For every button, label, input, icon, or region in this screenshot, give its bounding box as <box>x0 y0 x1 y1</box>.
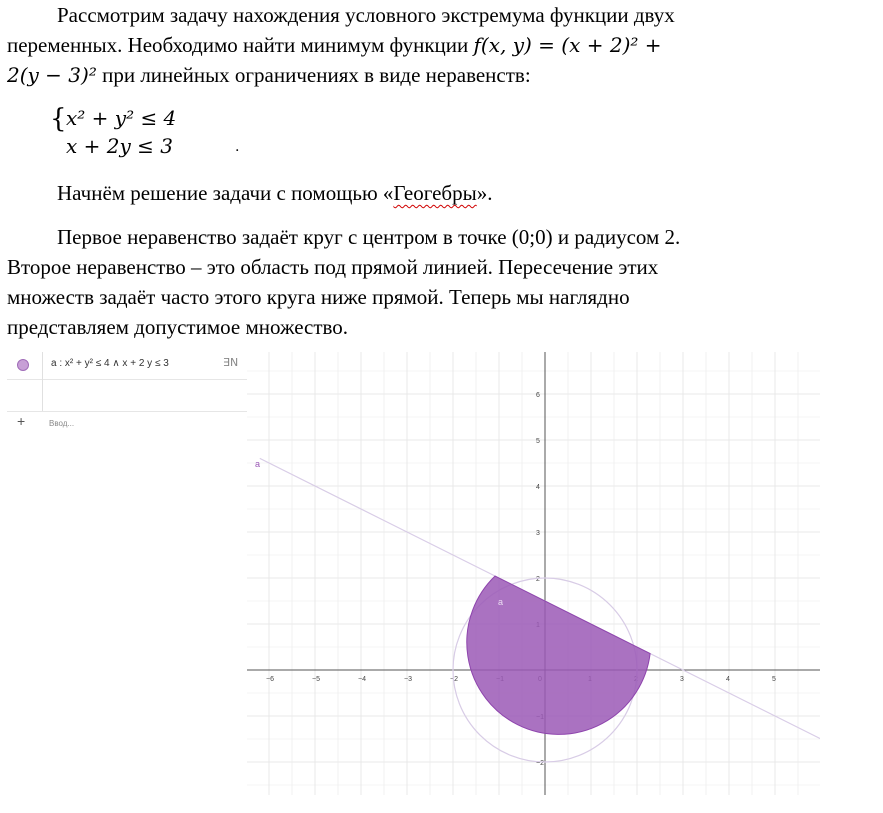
paragraph-1-tail: при линейных ограничениях в виде неравенств: <box>96 63 531 87</box>
paragraph-1-text: переменных. Необходимо найти минимум функции <box>7 33 474 57</box>
paragraph-2-end: ». <box>476 181 493 205</box>
visibility-toggle-icon[interactable] <box>17 359 29 371</box>
y-tick-label: 3 <box>536 530 540 537</box>
y-tick-label: 6 <box>536 392 540 399</box>
y-tick-label: 5 <box>536 438 540 445</box>
paragraph-2-text: Начнём решение задачи с помощью « <box>57 181 394 205</box>
algebra-panel <box>7 352 247 429</box>
document-body-3 <box>7 222 877 342</box>
x-tick-label: 5 <box>772 676 776 683</box>
document-body-2 <box>7 178 877 208</box>
object-label-a: a <box>255 459 261 469</box>
graph-canvas[interactable] <box>247 352 820 795</box>
x-tick-label: −3 <box>404 676 412 683</box>
system-period: . <box>235 139 240 155</box>
y-tick-label: −2 <box>536 760 544 767</box>
region-label-a: a <box>498 597 504 607</box>
paragraph-1-line-2 <box>7 30 877 60</box>
input-bar[interactable]: Ввод... <box>49 419 75 428</box>
y-tick-label: 4 <box>536 484 540 491</box>
constraint-1: x² + y² ≤ 4 <box>66 106 177 130</box>
paragraph-3-line-1: Первое неравенство задаёт круг с центром в точке (0;0) и радиусом 2. <box>57 225 681 249</box>
algebra-menu-icon[interactable]: ∃N <box>223 356 239 369</box>
algebra-row[interactable] <box>7 352 247 380</box>
left-brace: { <box>50 104 67 134</box>
paragraph-3-line-4: представляем допустимое множество. <box>7 315 349 339</box>
paragraph-3-line-3: множеств задаёт часто этого круга ниже прямой. Теперь мы наглядно <box>7 285 630 309</box>
input-row[interactable] <box>7 380 247 429</box>
x-tick-label: 3 <box>680 676 684 683</box>
plus-icon[interactable]: + <box>17 413 26 429</box>
algebra-entry[interactable]: a : x² + y² ≤ 4 ∧ x + 2 y ≤ 3 <box>51 358 169 369</box>
x-tick-label: −6 <box>266 676 274 683</box>
x-tick-label: −5 <box>312 676 320 683</box>
paragraph-1-line-1: Рассмотрим задачу нахождения условного экстремума функции двух <box>57 3 675 27</box>
document-body <box>7 0 877 90</box>
paragraph-2 <box>7 178 877 208</box>
graphics-view[interactable] <box>247 352 820 795</box>
paragraph-3-line-2: Второе неравенство – это область под прямой линией. Пересечение этих <box>7 255 659 279</box>
constraint-2: x + 2y ≤ 3 <box>66 134 173 158</box>
function-formula: f(x, y) = (x + 2)² + <box>473 33 662 57</box>
function-formula-cont: 2(y − 3)² <box>7 63 97 87</box>
y-tick-label: 2 <box>536 576 540 583</box>
paragraph-1-line-3 <box>7 60 877 90</box>
x-tick-label: −2 <box>450 676 458 683</box>
x-tick-label: −4 <box>358 676 366 683</box>
x-tick-label: 4 <box>726 676 730 683</box>
feasible-region <box>467 576 650 734</box>
spellcheck-word: Геогебры <box>393 181 477 205</box>
